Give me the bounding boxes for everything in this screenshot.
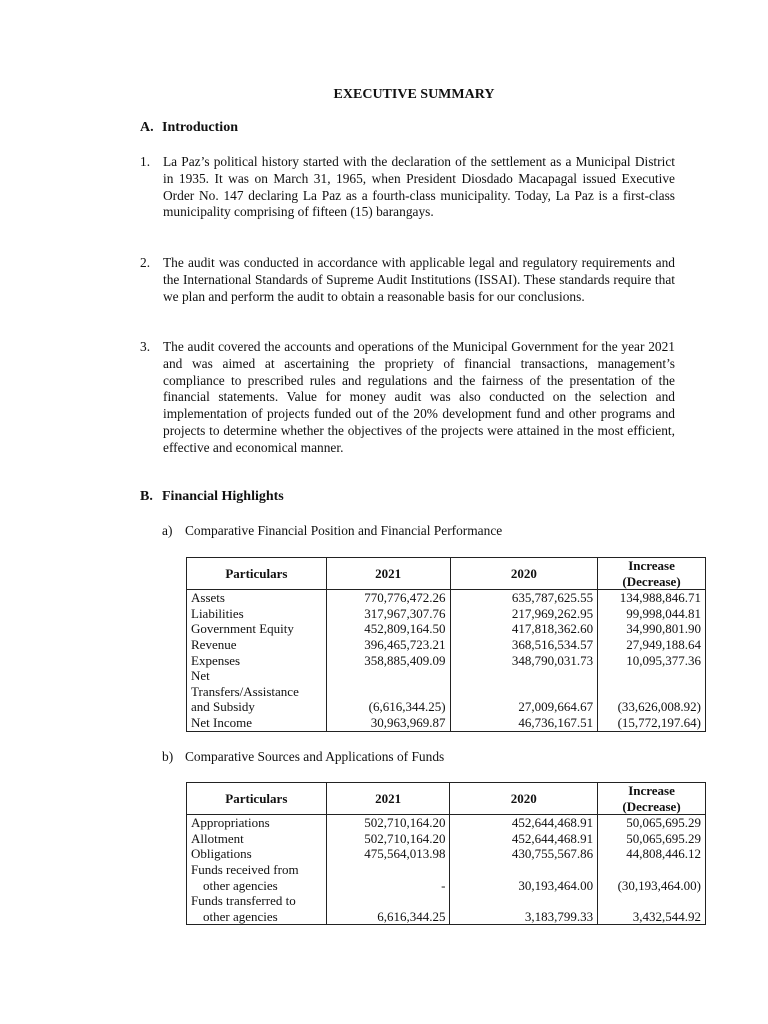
particulars-line: other agencies (203, 877, 278, 893)
section-b-heading (140, 489, 284, 506)
table-row (187, 715, 706, 731)
cell-2020: 452,644,468.91 (450, 815, 598, 831)
cell-2021: 475,564,013.98 (326, 846, 450, 862)
particulars-line: Funds transferred to (191, 893, 296, 909)
cell-particulars: Liabilities (187, 606, 327, 622)
paragraph-text: The audit was conducted in accordance with applicable legal and regulatory requirements and the International Standards of Supreme Audit Institutions (ISSAI). These standards require that we plan and perform the audit to obtain a reasonable basis for our conclusions. (163, 255, 675, 304)
cell-particulars: Expenses (187, 653, 327, 669)
cell-2021: 358,885,409.09 (326, 653, 450, 669)
cell-change: 134,988,846.71 (598, 590, 706, 606)
particulars-line: Net (191, 668, 210, 684)
header-decrease: (Decrease) (622, 798, 681, 814)
cell-change: 27,949,188.64 (598, 637, 706, 653)
table-row (187, 846, 706, 862)
cell-particulars: Obligations (187, 846, 327, 862)
paragraph-text: The audit covered the accounts and operations of the Municipal Government for the year 2021 and was aimed at ascertaining the propriety of financial transactions, management’s compliance to prescribed rules and regulations and the fairness of the presentation of the financial statements. Value for money audit was also conducted on the selection and implementation of projects funded out of the 20% development fund and other programs and projects to determine whether the objectives of the projects were attained in the most efficient, effective and economical manner. (163, 339, 675, 455)
cell-particulars: Net Income (187, 715, 327, 731)
cell-2020: 3,183,799.33 (450, 893, 598, 925)
table-header-row (187, 558, 706, 590)
cell-2021: 452,809,164.50 (326, 621, 450, 637)
cell-2021: (6,616,344.25) (326, 668, 450, 715)
page-title: EXECUTIVE SUMMARY (333, 87, 495, 102)
cell-particulars: Revenue (187, 637, 327, 653)
header-increase: Increase (628, 783, 675, 798)
header-2020: 2020 (450, 783, 598, 815)
cell-change: 3,432,544.92 (598, 893, 706, 925)
header-increase-decrease (598, 558, 706, 590)
cell-change: 44,808,446.12 (598, 846, 706, 862)
header-2021: 2021 (326, 558, 450, 590)
table-row (187, 668, 706, 715)
cell-2021: 770,776,472.26 (326, 590, 450, 606)
cell-2021: 396,465,723.21 (326, 637, 450, 653)
cell-2021: 6,616,344.25 (326, 893, 450, 925)
cell-change: 50,065,695.29 (598, 815, 706, 831)
table-row (187, 637, 706, 653)
cell-change: 10,095,377.36 (598, 653, 706, 669)
cell-2020: 452,644,468.91 (450, 831, 598, 847)
paragraph-2 (140, 255, 675, 305)
paragraph-number: 2. (140, 255, 151, 270)
cell-2021: 317,967,307.76 (326, 606, 450, 622)
particulars-line: other agencies (203, 908, 278, 924)
cell-2020: 635,787,625.55 (450, 590, 598, 606)
header-particulars: Particulars (187, 783, 327, 815)
cell-change: 99,998,044.81 (598, 606, 706, 622)
table-a-title: Comparative Financial Position and Financial Performance (185, 523, 503, 538)
header-2021: 2021 (326, 783, 450, 815)
cell-2020: 368,516,534.57 (450, 637, 598, 653)
paragraph-3 (140, 339, 675, 457)
cell-particulars: Appropriations (187, 815, 327, 831)
table-row (187, 590, 706, 606)
header-increase: Increase (628, 558, 675, 573)
cell-particulars: Government Equity (187, 621, 327, 637)
table-a-caption (162, 523, 502, 540)
section-a-title: Introduction (162, 120, 238, 135)
financial-position-table (186, 557, 706, 732)
paragraph-1 (140, 154, 675, 221)
cell-2020: 430,755,567.86 (450, 846, 598, 862)
header-decrease: (Decrease) (622, 573, 681, 589)
cell-2020: 217,969,262.95 (450, 606, 598, 622)
table-row (187, 831, 706, 847)
section-a-label: A. (140, 120, 154, 135)
particulars-line: Funds received from (191, 861, 299, 877)
sources-applications-table (186, 782, 706, 925)
cell-2020: 348,790,031.73 (450, 653, 598, 669)
cell-particulars: Allotment (187, 831, 327, 847)
table-row (187, 606, 706, 622)
cell-particulars (187, 862, 327, 893)
cell-particulars (187, 668, 327, 715)
header-particulars: Particulars (187, 558, 327, 590)
cell-change: (30,193,464.00) (598, 862, 706, 893)
table-a-label: a) (162, 523, 173, 538)
section-b-title: Financial Highlights (162, 489, 284, 504)
cell-change: 34,990,801.90 (598, 621, 706, 637)
table-header-row (187, 783, 706, 815)
cell-2021: 502,710,164.20 (326, 831, 450, 847)
cell-particulars: Assets (187, 590, 327, 606)
cell-change: 50,065,695.29 (598, 831, 706, 847)
table-row (187, 621, 706, 637)
section-a-heading (140, 120, 238, 137)
cell-2020: 27,009,664.67 (450, 668, 598, 715)
paragraph-text: La Paz’s political history started with the declaration of the settlement as a Municipal District in 1935. It was on March 31, 1965, when President Diosdado Macapagal issued Executive Order No. 147 declaring La Paz as a fourth-class municipality. Today, La Paz is a first-class municipality comprising of fifteen (15) barangays. (163, 154, 675, 220)
header-2020: 2020 (450, 558, 598, 590)
cell-2020: 46,736,167.51 (450, 715, 598, 731)
paragraph-number: 1. (140, 154, 151, 169)
table-b-label: b) (162, 749, 174, 764)
cell-2021: 30,963,969.87 (326, 715, 450, 731)
header-increase-decrease (598, 783, 706, 815)
table-row (187, 815, 706, 831)
table-row (187, 893, 706, 925)
cell-particulars (187, 893, 327, 925)
particulars-line: Transfers/Assistance (191, 683, 299, 699)
table-b-title: Comparative Sources and Applications of Funds (185, 749, 445, 764)
table-row (187, 653, 706, 669)
cell-2021: - (326, 862, 450, 893)
table-b-caption (162, 749, 444, 766)
cell-2020: 30,193,464.00 (450, 862, 598, 893)
cell-change: (33,626,008.92) (598, 668, 706, 715)
cell-change: (15,772,197.64) (598, 715, 706, 731)
cell-2020: 417,818,362.60 (450, 621, 598, 637)
cell-2021: 502,710,164.20 (326, 815, 450, 831)
section-b-label: B. (140, 489, 153, 504)
particulars-line: and Subsidy (191, 699, 255, 715)
paragraph-number: 3. (140, 339, 151, 354)
table-row (187, 862, 706, 893)
